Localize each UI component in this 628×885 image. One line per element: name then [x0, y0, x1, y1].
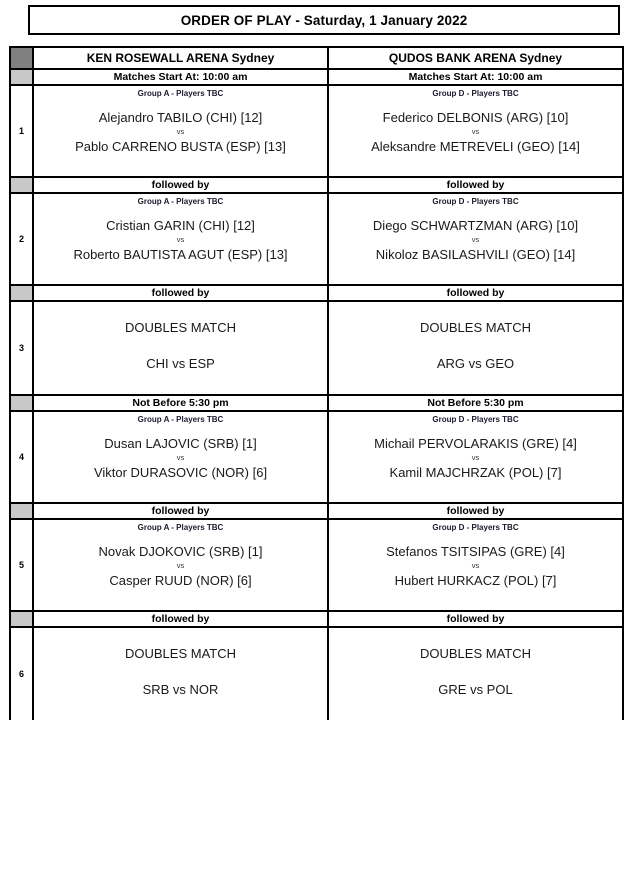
vs-separator: vs	[176, 453, 185, 462]
match-cell-court-1	[33, 411, 328, 503]
vs-separator: vs	[471, 235, 480, 244]
doubles-title: DOUBLES MATCH	[125, 646, 236, 661]
player-1: Diego SCHWARTZMAN (ARG) [10]	[372, 218, 579, 233]
player-2: Aleksandre METREVELI (GEO) [14]	[371, 139, 580, 154]
arena-name-court-2: QUDOS BANK ARENA Sydney	[388, 51, 563, 65]
vs-separator: vs	[471, 453, 480, 462]
player-2: Viktor DURASOVIC (NOR) [6]	[93, 465, 268, 480]
match-cell-court-2	[328, 85, 623, 177]
cell-padding	[333, 700, 618, 714]
group-label: Group D - Players TBC	[432, 89, 519, 98]
match-number: 2	[10, 193, 33, 285]
separator-cell-court-2	[328, 395, 623, 411]
doubles-title: DOUBLES MATCH	[420, 646, 531, 661]
player-2: Nikoloz BASILASHVILI (GEO) [14]	[375, 247, 576, 262]
start-time-spacer-cell	[10, 69, 33, 85]
group-label: Group A - Players TBC	[137, 89, 224, 98]
player-2: Kamil MAJCHRZAK (POL) [7]	[389, 465, 562, 480]
separator-text: Not Before 5:30 pm	[427, 397, 524, 409]
cell-padding	[333, 264, 618, 278]
group-label: Group A - Players TBC	[137, 523, 224, 532]
separator-text: followed by	[446, 179, 505, 191]
match-row	[10, 301, 623, 395]
match-row	[10, 519, 623, 611]
match-row	[10, 85, 623, 177]
group-label: Group A - Players TBC	[137, 197, 224, 206]
separator-row	[10, 285, 623, 301]
separator-cell-court-2	[328, 285, 623, 301]
cell-padding	[38, 482, 323, 496]
doubles-teams: CHI vs ESP	[146, 356, 215, 371]
doubles-teams: SRB vs NOR	[142, 682, 219, 697]
cell-padding	[333, 156, 618, 170]
match-cell-court-2	[328, 193, 623, 285]
cell-padding	[333, 482, 618, 496]
start-time-row	[10, 69, 623, 85]
arena-header-row	[10, 47, 623, 69]
cell-padding	[38, 700, 323, 714]
page-title: ORDER OF PLAY - Saturday, 1 January 2022	[180, 12, 468, 28]
separator-text: followed by	[446, 287, 505, 299]
start-time-cell-court-1	[33, 69, 328, 85]
separator-text: followed by	[446, 613, 505, 625]
separator-cell-court-2	[328, 503, 623, 519]
group-label: Group D - Players TBC	[432, 523, 519, 532]
arena-name-court-1: KEN ROSEWALL ARENA Sydney	[86, 51, 275, 65]
match-cell-court-2	[328, 519, 623, 611]
match-row	[10, 627, 623, 720]
group-label: Group A - Players TBC	[137, 415, 224, 424]
match-cell-court-2	[328, 411, 623, 503]
separator-cell-court-2	[328, 177, 623, 193]
cell-padding	[38, 264, 323, 278]
doubles-title: DOUBLES MATCH	[125, 320, 236, 335]
cell-padding	[38, 590, 323, 604]
match-cell-court-1	[33, 193, 328, 285]
player-2: Pablo CARRENO BUSTA (ESP) [13]	[75, 139, 286, 154]
match-number: 5	[10, 519, 33, 611]
separator-spacer-cell	[10, 177, 33, 193]
match-cell-court-2	[328, 627, 623, 720]
start-time-court-2: Matches Start At: 10:00 am	[408, 71, 543, 83]
doubles-title: DOUBLES MATCH	[420, 320, 531, 335]
separator-cell-court-1	[33, 503, 328, 519]
match-number: 3	[10, 301, 33, 395]
doubles-teams: ARG vs GEO	[436, 356, 515, 371]
match-cell-court-1	[33, 627, 328, 720]
match-cell-court-2	[328, 301, 623, 395]
cell-padding	[38, 156, 323, 170]
arena-header-court-2	[328, 47, 623, 69]
corner-cell	[10, 47, 33, 69]
match-number: 1	[10, 85, 33, 177]
player-1: Novak DJOKOVIC (SRB) [1]	[98, 544, 263, 559]
group-label: Group D - Players TBC	[432, 415, 519, 424]
separator-text: Not Before 5:30 pm	[132, 397, 229, 409]
separator-spacer-cell	[10, 503, 33, 519]
separator-cell-court-1	[33, 177, 328, 193]
cell-padding	[333, 590, 618, 604]
separator-row	[10, 177, 623, 193]
separator-text: followed by	[446, 505, 505, 517]
document-title-box	[28, 5, 620, 35]
cell-padding	[333, 374, 618, 388]
vs-separator: vs	[471, 127, 480, 136]
match-number: 4	[10, 411, 33, 503]
separator-cell-court-2	[328, 611, 623, 627]
player-2: Roberto BAUTISTA AGUT (ESP) [13]	[73, 247, 288, 262]
vs-separator: vs	[176, 127, 185, 136]
player-1: Michail PERVOLARAKIS (GRE) [4]	[374, 436, 577, 451]
group-label: Group D - Players TBC	[432, 197, 519, 206]
start-time-court-1: Matches Start At: 10:00 am	[113, 71, 248, 83]
cell-padding	[38, 374, 323, 388]
match-number: 6	[10, 627, 33, 720]
separator-text: followed by	[151, 179, 210, 191]
order-of-play-table	[9, 46, 624, 720]
separator-spacer-cell	[10, 611, 33, 627]
player-2: Casper RUUD (NOR) [6]	[109, 573, 252, 588]
match-cell-court-1	[33, 519, 328, 611]
player-2: Hubert HURKACZ (POL) [7]	[394, 573, 557, 588]
player-1: Federico DELBONIS (ARG) [10]	[382, 110, 569, 125]
player-1: Dusan LAJOVIC (SRB) [1]	[104, 436, 257, 451]
player-1: Alejandro TABILO (CHI) [12]	[98, 110, 263, 125]
separator-spacer-cell	[10, 395, 33, 411]
separator-text: followed by	[151, 505, 210, 517]
separator-cell-court-1	[33, 285, 328, 301]
start-time-cell-court-2	[328, 69, 623, 85]
vs-separator: vs	[471, 561, 480, 570]
player-1: Cristian GARIN (CHI) [12]	[106, 218, 255, 233]
separator-row	[10, 611, 623, 627]
separator-cell-court-1	[33, 611, 328, 627]
match-cell-court-1	[33, 85, 328, 177]
separator-row	[10, 503, 623, 519]
match-row	[10, 193, 623, 285]
vs-separator: vs	[176, 235, 185, 244]
separator-text: followed by	[151, 613, 210, 625]
doubles-teams: GRE vs POL	[438, 682, 513, 697]
separator-text: followed by	[151, 287, 210, 299]
vs-separator: vs	[176, 561, 185, 570]
separator-row	[10, 395, 623, 411]
separator-spacer-cell	[10, 285, 33, 301]
player-1: Stefanos TSITSIPAS (GRE) [4]	[386, 544, 565, 559]
match-row	[10, 411, 623, 503]
separator-cell-court-1	[33, 395, 328, 411]
arena-header-court-1	[33, 47, 328, 69]
match-cell-court-1	[33, 301, 328, 395]
